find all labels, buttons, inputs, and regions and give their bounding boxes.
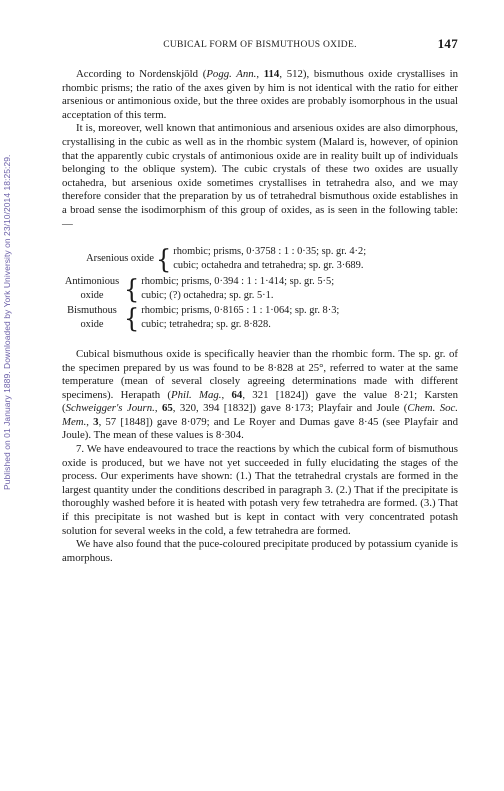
oxide-name-line: oxide xyxy=(80,319,104,331)
text-run: , 57 [1848]) gave 8·079; and Le Royer and Dumas gave 8·45 (see Playfair and Joule). The mean of these values is 8·304. xyxy=(62,415,458,442)
citation-title: Pogg. Ann. xyxy=(206,68,257,80)
text-run: , xyxy=(256,68,264,80)
citation-title: Chem. Soc. Mem. xyxy=(62,402,458,428)
oxide-name-line: Antimonious xyxy=(64,275,120,287)
oxide-property-line: rhombic; prisms, 0·8165 : 1 : 1·064; sp. gr. 8·3; xyxy=(141,305,340,317)
paragraph xyxy=(62,68,458,122)
text-run: , xyxy=(221,388,232,401)
journal-page xyxy=(62,36,458,565)
table-row xyxy=(62,304,458,332)
curly-brace: { xyxy=(156,243,172,275)
text-run: We have also found that the puce-coloured precipitate produced by potassium cyanide is amorphous. xyxy=(62,538,458,564)
paragraph xyxy=(62,348,458,443)
curly-brace: { xyxy=(124,302,140,334)
oxide-properties xyxy=(141,275,458,303)
oxide-name xyxy=(62,252,156,266)
oxide-name xyxy=(62,304,124,332)
paragraphs-before-table xyxy=(62,68,458,231)
oxide-properties xyxy=(173,245,458,273)
running-head-title: CUBICAL FORM OF BISMUTHOUS OXIDE. xyxy=(163,40,357,50)
citation-title: Phil. Mag. xyxy=(171,388,222,401)
oxide-property-line: cubic; octahedra and tetrahedra; sp. gr. 3·689. xyxy=(173,259,364,271)
text-run: It is, moreover, well known that antimonious and arsenious oxides are also dimorphous, crystallising in the cubic as well as in the rhombic system (Malard is, however, of opinion that the apparently cubic crystals of antimonious oxide are in reality built up of individuals belonging to the oblique system). The cubic crystals of these two oxides are usually octahedra, but arsenious oxide sometimes crystallises in tetrahedra also, and we may therefore consider that the preparation by us of tetrahedral bismuthous oxide establishes in a broad sense the isodimorphism of this group of oxides, as is seen in the following table:— xyxy=(62,122,458,230)
oxide-name xyxy=(62,275,124,303)
article-body xyxy=(62,68,458,565)
paragraph xyxy=(62,443,458,538)
text-run: , 320, 394 [1832]) gave 8·173; Playfair and Joule ( xyxy=(172,402,408,415)
page-number: 147 xyxy=(437,36,458,51)
oxide-comparison-table xyxy=(62,245,458,332)
paragraph xyxy=(62,538,458,565)
oxide-name-line: Bismuthous xyxy=(67,305,117,317)
text-run: , 321 [1824]) gave the value 8·21; Karsten ( xyxy=(62,388,458,415)
text-run: , xyxy=(154,402,162,415)
volume-number: 64 xyxy=(231,388,243,401)
paragraph xyxy=(62,122,458,231)
download-stamp xyxy=(0,80,20,500)
volume-number: 3 xyxy=(93,415,99,428)
volume-number: 65 xyxy=(161,402,173,415)
volume-number: 114 xyxy=(263,68,280,80)
table-row xyxy=(62,245,458,273)
oxide-property-line: cubic; tetrahedra; sp. gr. 8·828. xyxy=(141,319,271,331)
download-stamp-text: Published on 01 January 1889. Downloaded by York University on 23/10/2014 18:25:29. xyxy=(2,154,12,490)
text-run: 7. We have endeavoured to trace the reactions by which the cubical form of bismuthous oxide is produced, but we have not yet succeeded in fully elucidating the stages of the process. Our experiments have shown: (1.) That the tetrahedral crystals are formed in the largest quantity under the conditions described in paragraph 3. (2.) That if the precipitate is thoroughly washed before it is heated with potash very few tetrahedra are formed. (3.) That if this precipitate is not washed but is kept in contact with very concentrated potash solution for several weeks in the cold, a few tetrahedra are formed. xyxy=(62,443,458,537)
oxide-name-line: oxide xyxy=(80,289,104,301)
oxide-property-line: rhombic; prisms, 0·3758 : 1 : 0·35; sp. gr. 4·2; xyxy=(173,246,367,258)
oxide-properties xyxy=(141,304,458,332)
oxide-name-line: Arsenious oxide xyxy=(86,253,154,265)
oxide-property-line: cubic; (?) octahedra; sp. gr. 5·1. xyxy=(141,289,274,301)
oxide-property-line: rhombic; prisms, 0·394 : 1 : 1·414; sp. gr. 5·5; xyxy=(141,275,335,287)
text-run: According to Nordenskjöld ( xyxy=(76,68,207,80)
running-head xyxy=(62,36,458,54)
citation-title: Schweigger's Journ. xyxy=(65,402,155,415)
text-run: , 512), bismuthous oxide crystallises in rhombic prisms; the ratio of the axes given by him is not identical with the ratio for either arsenious or antimonious oxide, but the three oxides are probably isomorphous in the usual acceptation of this term. xyxy=(62,68,458,121)
text-run: , xyxy=(86,415,94,428)
curly-brace: { xyxy=(124,273,140,304)
text-run: Cubical bismuthous oxide is specifically heavier than the rhombic form. The sp. gr. of the specimen prepared by us was found to be 8·828 at 25°, referred to water at the same temperature (mean of several closely agreeing determinations made with different specimens). Herapath ( xyxy=(62,347,458,401)
paragraphs-after-table xyxy=(62,348,458,566)
table-row xyxy=(62,275,458,303)
